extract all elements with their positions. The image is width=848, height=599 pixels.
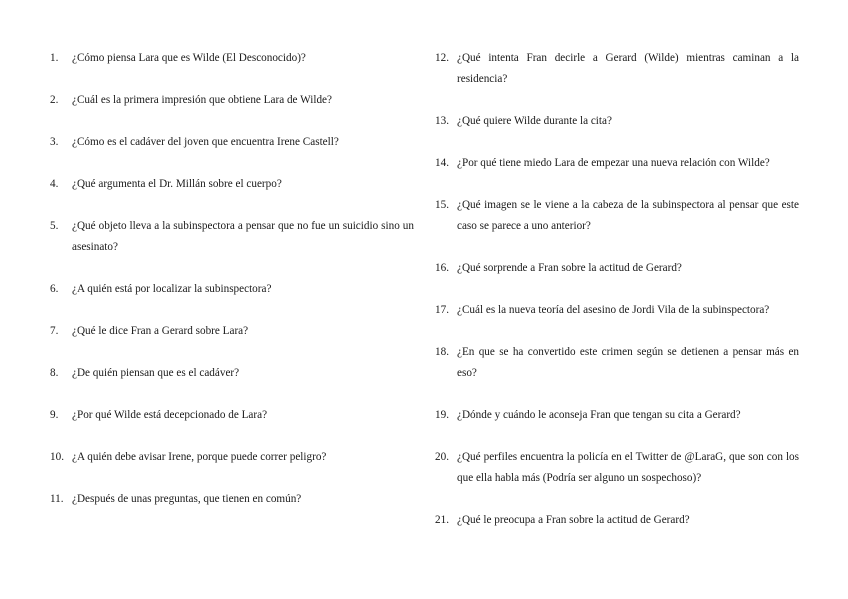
question-number: 6. xyxy=(50,283,59,295)
question-text: ¿Qué le dice Fran a Gerard sobre Lara? xyxy=(72,325,249,337)
question-number: 21. xyxy=(435,514,449,526)
question-text: ¿Qué argumenta el Dr. Millán sobre el cuerpo? xyxy=(72,178,282,190)
question-number: 7. xyxy=(50,325,59,337)
question-text: ¿Por qué Wilde está decepcionado de Lara? xyxy=(72,409,268,421)
question-text: ¿Dónde y cuándo le aconseja Fran que tengan su cita a Gerard? xyxy=(457,409,741,421)
question-item xyxy=(435,48,799,90)
left-question-column xyxy=(50,48,414,531)
question-item xyxy=(50,489,414,510)
question-text: ¿Cuál es la nueva teoría del asesino de Jordi Vila de la subinspectora? xyxy=(457,304,770,316)
question-item xyxy=(435,258,799,279)
question-number: 14. xyxy=(435,157,449,169)
question-item xyxy=(50,216,414,258)
question-item xyxy=(50,90,414,111)
question-item xyxy=(50,279,414,300)
question-item xyxy=(50,363,414,384)
question-text: ¿Por qué tiene miedo Lara de empezar una nueva relación con Wilde? xyxy=(457,157,770,169)
question-number: 5. xyxy=(50,220,59,232)
question-number: 19. xyxy=(435,409,449,421)
question-number: 3. xyxy=(50,136,59,148)
question-item xyxy=(50,132,414,153)
question-item xyxy=(50,447,414,468)
question-number: 2. xyxy=(50,94,59,106)
question-text: ¿Qué perfiles encuentra la policía en el Twitter de @LaraG, que son con los que ella habla más (Podría ser alguno un sospechoso)? xyxy=(457,451,799,484)
question-text: ¿Qué objeto lleva a la subinspectora a pensar que no fue un suicidio sino un asesinato? xyxy=(72,220,414,253)
question-text: ¿Qué sorprende a Fran sobre la actitud de Gerard? xyxy=(457,262,682,274)
question-item xyxy=(435,153,799,174)
question-number: 18. xyxy=(435,346,449,358)
right-question-column xyxy=(435,48,799,552)
question-text: ¿Qué imagen se le viene a la cabeza de la subinspectora al pensar que este caso se parece a uno anterior? xyxy=(457,199,799,232)
question-item xyxy=(435,300,799,321)
question-number: 13. xyxy=(435,115,449,127)
question-item xyxy=(435,447,799,489)
question-text: ¿Cómo piensa Lara que es Wilde (El Desconocido)? xyxy=(72,52,306,64)
question-text: ¿Cómo es el cadáver del joven que encuentra Irene Castell? xyxy=(72,136,339,148)
question-number: 20. xyxy=(435,451,449,463)
question-item xyxy=(50,174,414,195)
question-text: ¿Cuál es la primera impresión que obtiene Lara de Wilde? xyxy=(72,94,332,106)
question-item xyxy=(50,48,414,69)
question-number: 16. xyxy=(435,262,449,274)
question-item xyxy=(50,405,414,426)
question-number: 8. xyxy=(50,367,59,379)
question-text: ¿A quién debe avisar Irene, porque puede correr peligro? xyxy=(72,451,327,463)
question-number: 1. xyxy=(50,52,59,64)
question-number: 10. xyxy=(50,451,64,463)
question-item xyxy=(435,510,799,531)
question-text: ¿En que se ha convertido este crimen según se detienen a pensar más en eso? xyxy=(457,346,799,379)
question-item xyxy=(435,342,799,384)
question-text: ¿Después de unas preguntas, que tienen en común? xyxy=(72,493,302,505)
question-number: 9. xyxy=(50,409,59,421)
question-item xyxy=(50,321,414,342)
question-item xyxy=(435,195,799,237)
question-text: ¿De quién piensan que es el cadáver? xyxy=(72,367,240,379)
question-number: 12. xyxy=(435,52,449,64)
question-number: 11. xyxy=(50,493,64,505)
question-text: ¿Qué intenta Fran decirle a Gerard (Wilde) mientras caminan a la residencia? xyxy=(457,52,799,85)
question-number: 17. xyxy=(435,304,449,316)
question-item xyxy=(435,405,799,426)
question-item xyxy=(435,111,799,132)
question-text: ¿A quién está por localizar la subinspectora? xyxy=(72,283,272,295)
question-number: 15. xyxy=(435,199,449,211)
question-text: ¿Qué quiere Wilde durante la cita? xyxy=(457,115,612,127)
question-text: ¿Qué le preocupa a Fran sobre la actitud de Gerard? xyxy=(457,514,690,526)
question-number: 4. xyxy=(50,178,59,190)
